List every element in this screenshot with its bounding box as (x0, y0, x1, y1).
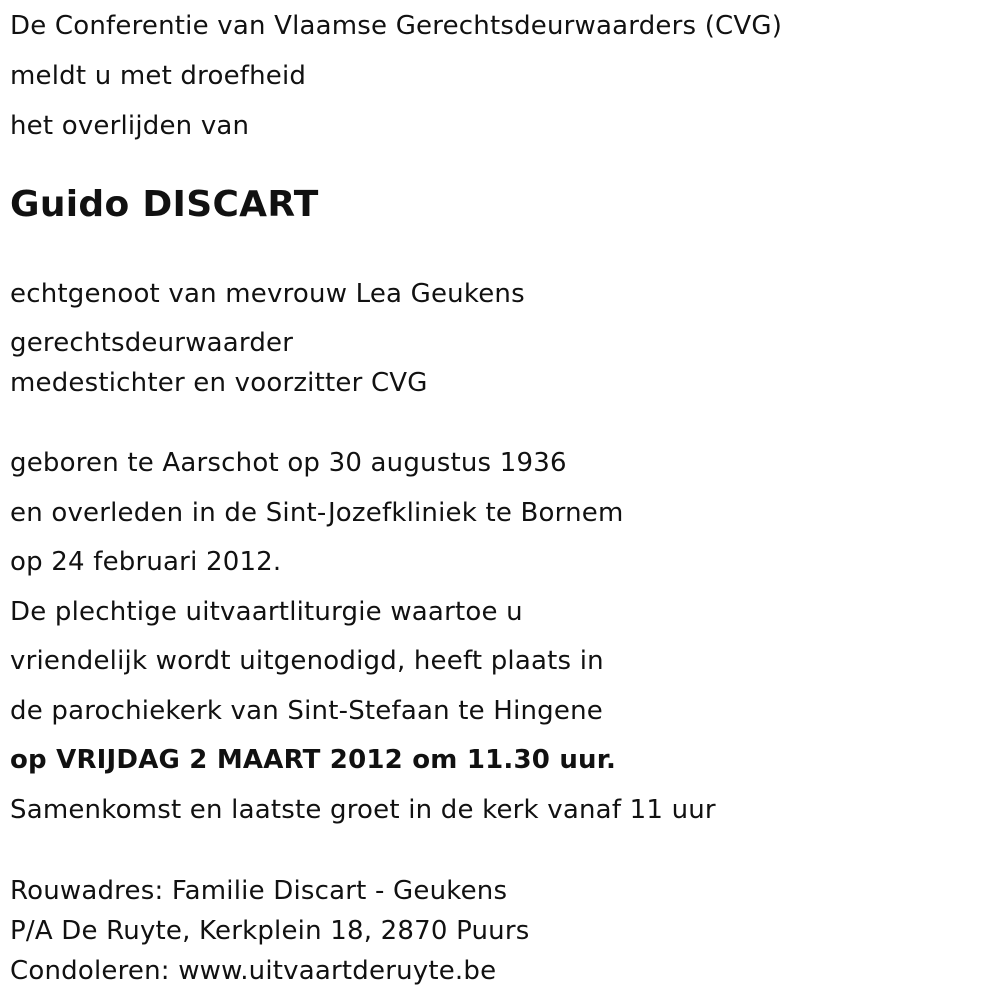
death-place-line: en overleden in de Sint-Jozefkliniek te Bornem (10, 498, 624, 528)
funeral-line-3: de parochiekerk van Sint-Stefaan te Hingene (10, 696, 603, 726)
funeral-line-1: De plechtige uitvaartliturgie waartoe u (10, 597, 523, 627)
funeral-datetime: op VRIJDAG 2 MAART 2012 om 11.30 uur. (10, 745, 617, 775)
birth-line: geboren te Aarschot op 30 augustus 1936 (10, 448, 567, 478)
death-date-line: op 24 februari 2012. (10, 547, 282, 577)
postal-address-line: P/A De Ruyte, Kerkplein 18, 2870 Puurs (10, 916, 530, 946)
condolences-line: Condoleren: www.uitvaartderuyte.be (10, 956, 497, 986)
notice-intro-line-1: De Conferentie van Vlaamse Gerechtsdeurwaarders (CVG) (10, 11, 783, 41)
deceased-name: Guido DISCART (10, 184, 319, 225)
notice-intro-line-3: het overlijden van (10, 111, 250, 141)
spouse-line: echtgenoot van mevrouw Lea Geukens (10, 279, 525, 309)
funeral-line-2: vriendelijk wordt uitgenodigd, heeft plaats in (10, 646, 604, 676)
role-line: medestichter en voorzitter CVG (10, 368, 428, 398)
mourning-address-line: Rouwadres: Familie Discart - Geukens (10, 876, 508, 906)
notice-intro-line-2: meldt u met droefheid (10, 61, 307, 91)
profession-line: gerechtsdeurwaarder (10, 328, 294, 358)
gathering-line: Samenkomst en laatste groet in de kerk vanaf 11 uur (10, 795, 716, 825)
